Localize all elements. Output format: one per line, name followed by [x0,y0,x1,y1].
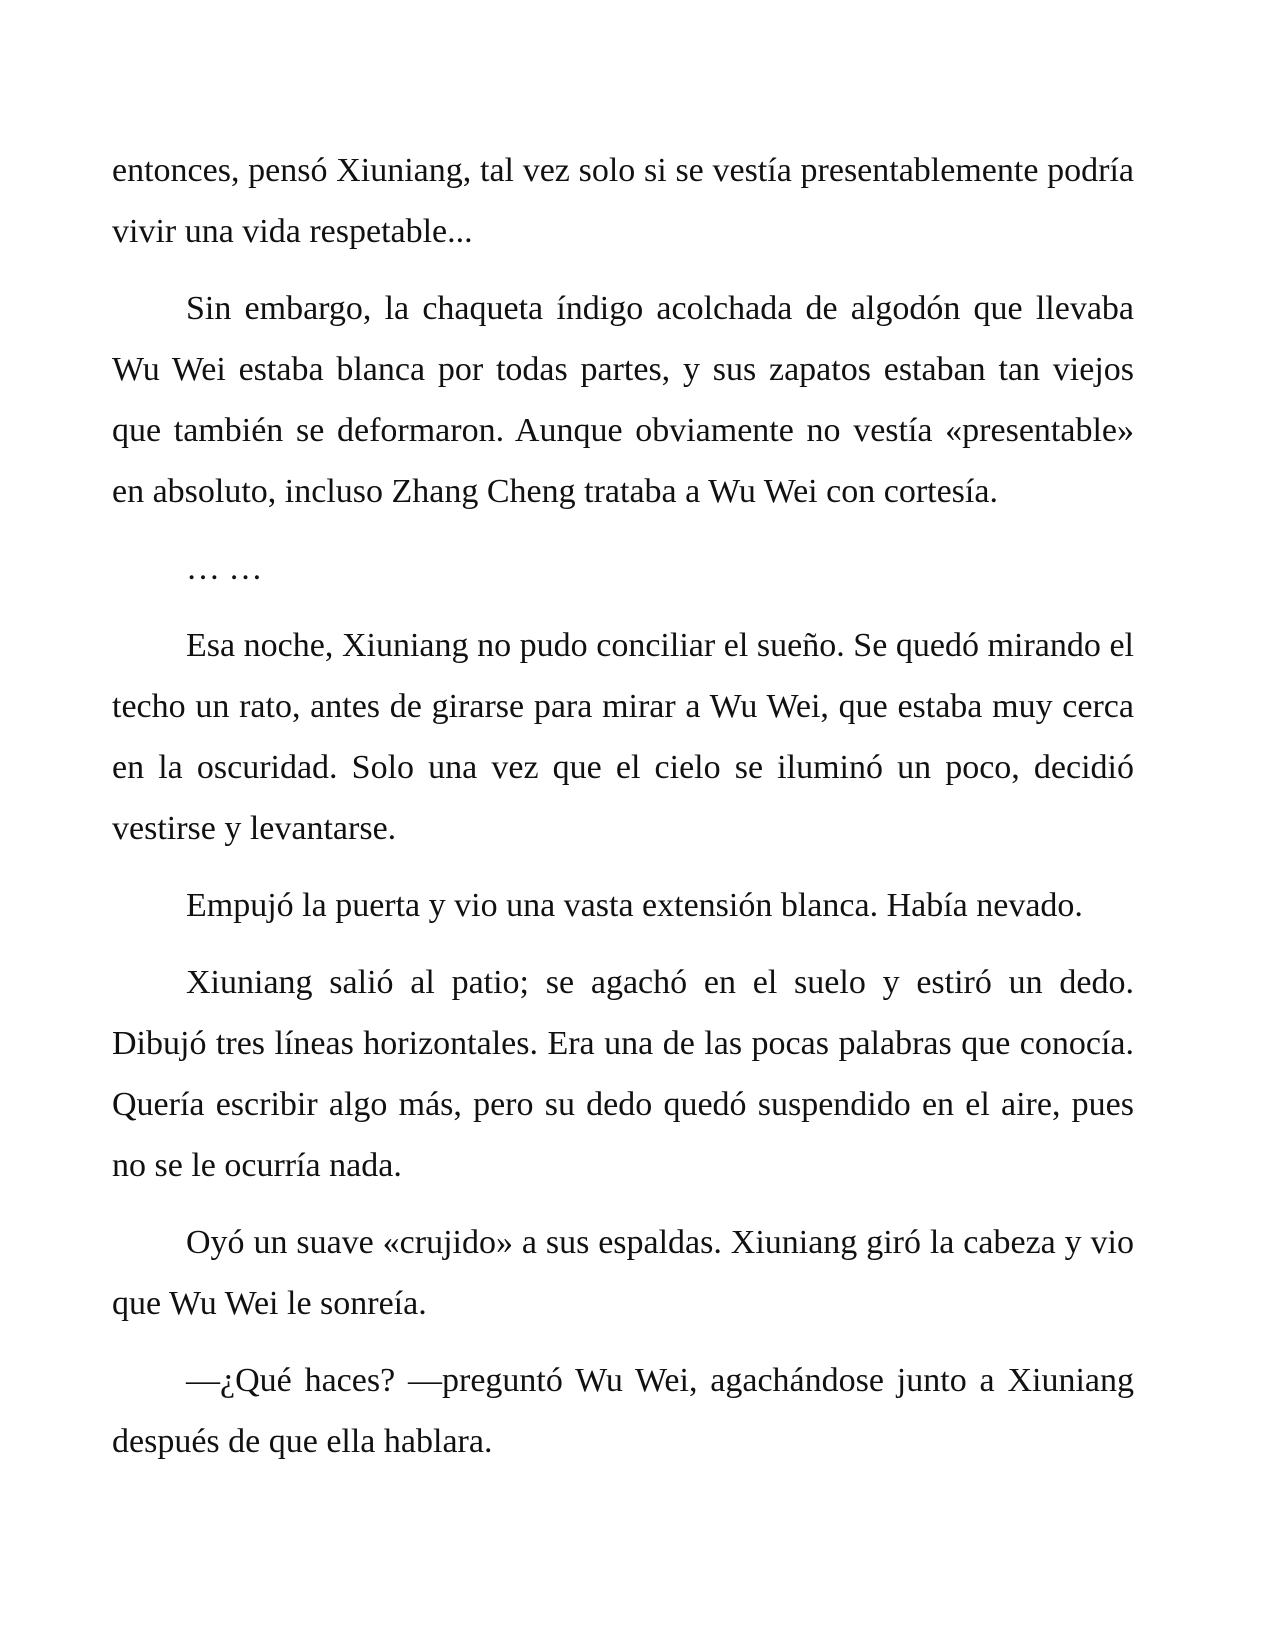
paragraph-5: Xiuniang salió al patio; se agachó en el suelo y estiró un dedo. Dibujó tres líneas horizontales. Era una de las pocas palabras que conocía. Quería escribir algo más, pero su dedo quedó suspendido en el aire, pues no se le ocurría nada. [112,964,1134,1184]
section-break-ellipsis: … … [186,550,263,587]
paragraph-4: Empujó la puerta y vio una vasta extensión blanca. Había nevado. [186,887,1083,924]
paragraph-6: Oyó un suave «crujido» a sus espaldas. Xiuniang giró la cabeza y vio que Wu Wei le sonreía. [112,1224,1134,1322]
document-page [112,140,1134,1488]
paragraph-2: Sin embargo, la chaqueta índigo acolchada de algodón que llevaba Wu Wei estaba blanca por todas partes, y sus zapatos estaban tan viejos que también se deformaron. Aunque obviamente no vestía «presentable» en absoluto, incluso Zhang Cheng trataba a Wu Wei con cortesía. [112,290,1134,510]
paragraph-3: Esa noche, Xiuniang no pudo conciliar el sueño. Se quedó mirando el techo un rato, antes de girarse para mirar a Wu Wei, que estaba muy cerca en la oscuridad. Solo una vez que el cielo se iluminó un poco, decidió vestirse y levantarse. [112,627,1134,847]
paragraph-1: entonces, pensó Xiuniang, tal vez solo si se vestía presentablemente podría vivir una vida respetable... [112,152,1134,250]
paragraph-7: —¿Qué haces? —preguntó Wu Wei, agachándose junto a Xiuniang después de que ella hablara. [112,1362,1134,1460]
